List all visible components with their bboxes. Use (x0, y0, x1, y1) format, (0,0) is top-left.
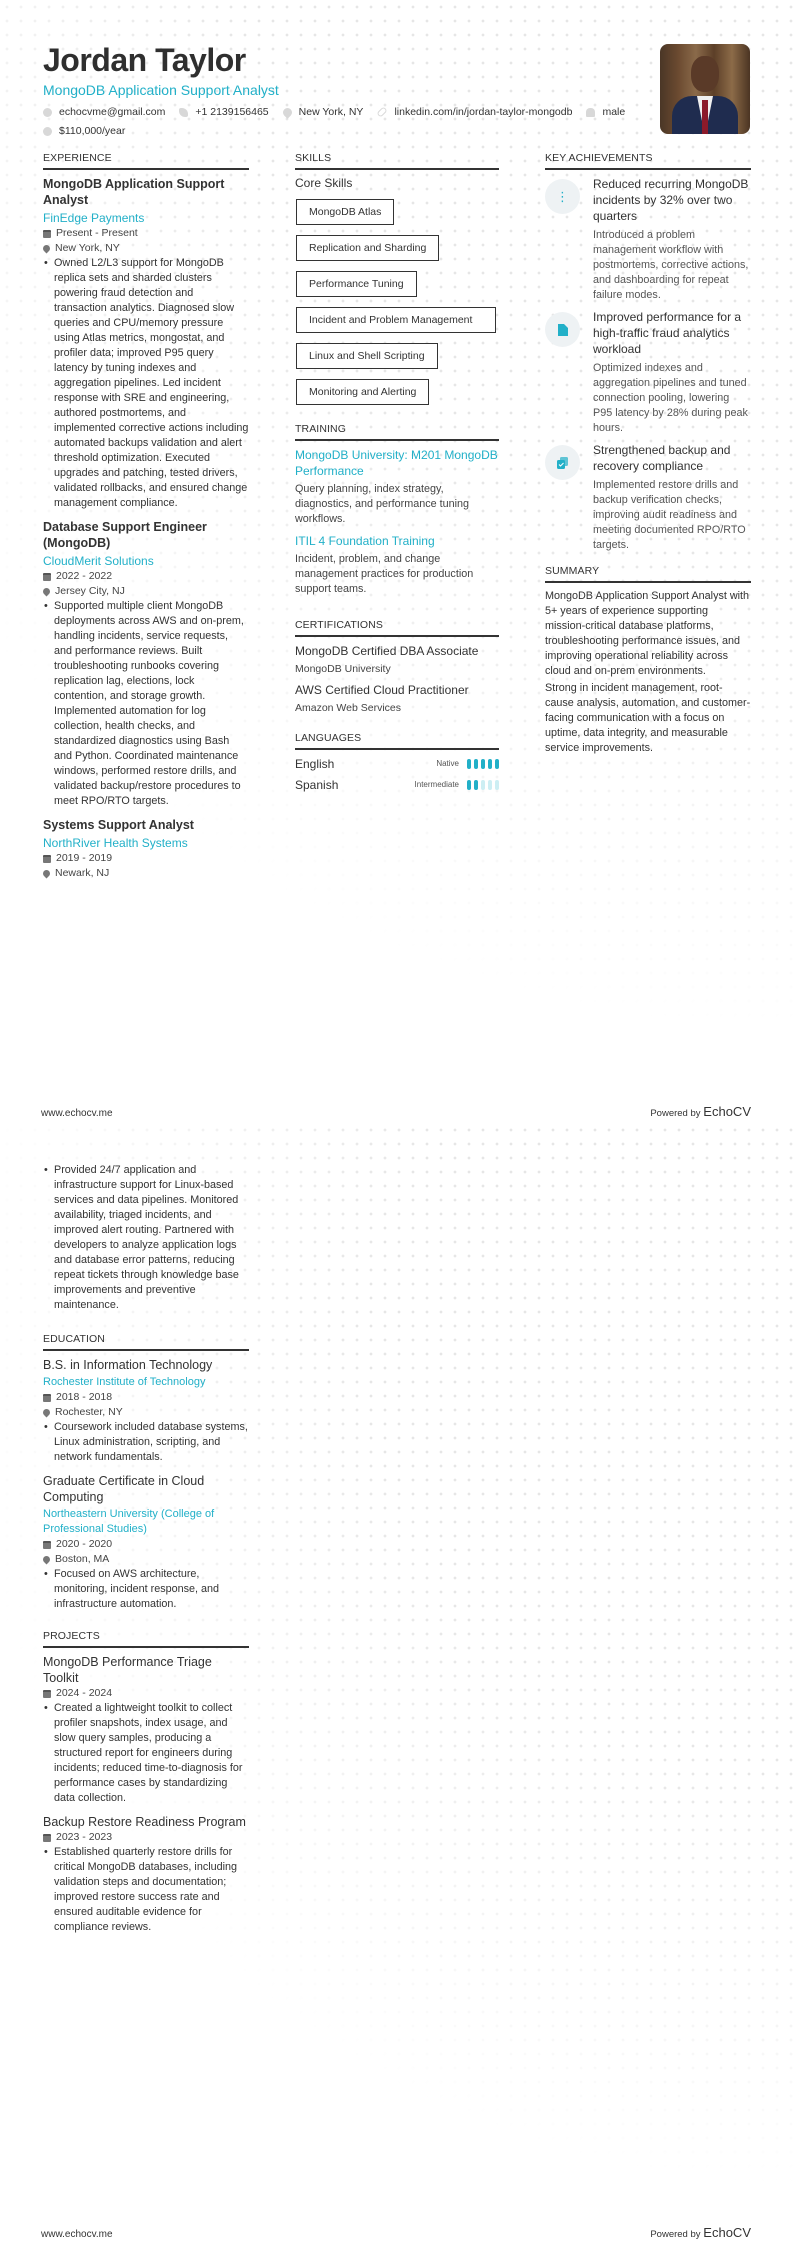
skills-group-title: Core Skills (295, 176, 353, 190)
certification-org: MongoDB University (295, 663, 391, 675)
job-title: MongoDB Application Support Analyst (43, 177, 225, 207)
job-dates: 2022 - 2022 (43, 569, 249, 584)
training-title: ITIL 4 Foundation Training (295, 534, 435, 548)
right-column (545, 152, 751, 758)
contact-salary (43, 124, 649, 138)
school-name: Rochester Institute of Technology (43, 1376, 206, 1388)
project-title: Backup Restore Readiness Program (43, 1815, 246, 1829)
achievement-desc: Optimized indexes and aggregation pipelines and tuned connection pooling, lowering P95 latency by 28% during peak hours. (593, 362, 748, 434)
contact-gender (586, 105, 625, 119)
project-dates: 2023 - 2023 (43, 1830, 249, 1845)
footer-brand[interactable]: EchoCV (703, 1104, 751, 1119)
achievement-item (545, 442, 751, 553)
map-pin-icon (42, 1408, 52, 1418)
achievement-item (545, 309, 751, 436)
footer-powered-by: Powered by EchoCV (650, 1104, 751, 1119)
company-name: NorthRiver Health Systems (43, 836, 188, 850)
map-pin-icon (281, 106, 294, 119)
projects-heading: PROJECTS (43, 1630, 249, 1648)
page-footer (41, 2225, 751, 2240)
achievement-desc: Implemented restore drills and backup verification checks, improving audit readiness and meeting documented RPO/RTO targets. (593, 479, 746, 551)
summary-text (545, 589, 751, 756)
middle-column (295, 152, 499, 798)
calendar-icon (43, 230, 51, 238)
education-item (43, 1357, 249, 1465)
training-item (295, 447, 499, 527)
clipboard-check-icon (545, 445, 580, 480)
job-bullet: • Supported multiple client MongoDB deployments across AWS and on-prem, handling incidents, service requests, and performance reviews. Built troubleshooting runbooks covering replication lag, elections, lock contention, and storage growth. Implemented automation for log collection, health checks, and standardized diagnostics using Bash and Python. Coordinated maintenance windows, performed restore drills, and validated backup/restore procedures to meet RPO/RTO targets. (43, 599, 249, 809)
language-name: Spanish (295, 778, 339, 792)
link-icon (377, 106, 388, 117)
education-location: Boston, MA (43, 1552, 249, 1567)
document-icon (545, 312, 580, 347)
job-location: Newark, NJ (43, 866, 249, 881)
user-icon (586, 108, 595, 117)
project-item (43, 1654, 249, 1806)
experience-column (43, 152, 249, 889)
degree-title: Graduate Certificate in Cloud Computing (43, 1474, 205, 1504)
email-text: echocvme@gmail.com (59, 106, 166, 118)
achievement-title: Reduced recurring MongoDB incidents by 32% over two quarters (593, 177, 749, 223)
job-title: Database Support Engineer (MongoDB) (43, 520, 207, 550)
calendar-icon (43, 1541, 51, 1549)
location-text: New York, NY (298, 106, 364, 118)
training-heading: TRAINING (295, 423, 499, 441)
skills-list (295, 195, 499, 411)
certifications-heading: CERTIFICATIONS (295, 619, 499, 637)
project-dates: 2024 - 2024 (43, 1686, 249, 1701)
phone-text: +1 2139156465 (195, 106, 269, 118)
job-title: Systems Support Analyst (43, 818, 194, 832)
education-item (43, 1473, 249, 1612)
skill-chip: MongoDB Atlas (296, 199, 394, 225)
at-icon (43, 108, 52, 117)
map-pin-icon (42, 1555, 52, 1565)
language-rating (467, 780, 499, 790)
certification-org: Amazon Web Services (295, 702, 402, 714)
money-icon (43, 127, 52, 136)
language-level: Native (436, 759, 459, 768)
language-name: English (295, 757, 335, 771)
school-name: Northeastern University (College of Professional Studies) (43, 1508, 215, 1535)
experience-heading: EXPERIENCE (43, 152, 249, 170)
contact-phone[interactable] (179, 105, 268, 119)
footer-website-link[interactable]: www.echocv.me (41, 1108, 113, 1119)
skill-chip: Incident and Problem Management (296, 307, 496, 333)
map-pin-icon (42, 244, 52, 254)
more-vertical-icon: ⋮ (545, 179, 580, 214)
achievement-title: Improved performance for a high-traffic fraud analytics workload (593, 310, 742, 356)
language-level: Intermediate (414, 780, 459, 789)
salary-text: $110,000/year (59, 125, 126, 137)
footer-powered-by: Powered by EchoCV (650, 2225, 751, 2240)
experience-item (43, 817, 249, 881)
job-location: New York, NY (43, 241, 249, 256)
education-bullet: • Focused on AWS architecture, monitoring, incident response, and infrastructure automation. (43, 1567, 249, 1612)
achievement-title: Strengthened backup and recovery compliance (593, 443, 731, 473)
job-bullet: • Owned L2/L3 support for MongoDB replica sets and sharded clusters powering fraud detection and transaction analytics. Diagnosed slow queries and CPU/memory pressure using Atlas metrics, mongostat, and profiler data; improved P95 query latency by tuning indexes and aggregation pipelines. Led incident response with SRE and engineering, authored postmortems, and implemented corrective actions including automated backups validation and alert threshold optimization. Executed upgrades and patching, tested drivers, validated rollbacks, and ensured change management compliance. (43, 256, 249, 511)
skill-chip: Replication and Sharding (296, 235, 439, 261)
contact-location (283, 105, 364, 119)
calendar-icon (43, 1394, 51, 1402)
achievements-heading: KEY ACHIEVEMENTS (545, 152, 751, 170)
summary-heading: SUMMARY (545, 565, 751, 583)
language-rating (467, 759, 499, 769)
language-item (295, 777, 499, 793)
page-footer (41, 1104, 751, 1119)
candidate-name: Jordan Taylor (43, 42, 246, 78)
certification-item (295, 682, 499, 716)
education-dates: 2018 - 2018 (43, 1390, 249, 1405)
project-title: MongoDB Performance Triage Toolkit (43, 1655, 212, 1685)
education-bullet: • Coursework included database systems, Linux administration, scripting, and network fundamentals. (43, 1420, 249, 1465)
summary-paragraph: MongoDB Application Support Analyst with 5+ years of experience supporting mission-critical database platforms, troubleshooting performance issues, and improving operational reliability across cloud and on-prem environments. (545, 590, 750, 677)
calendar-icon (43, 855, 51, 863)
project-bullet: • Created a lightweight toolkit to collect profiler snapshots, index usage, and slow query samples, producing a structured report for engineers during incidents; reduced time-to-diagnosis for performance cases by standardizing data collection. (43, 1701, 249, 1806)
experience-continued (43, 1163, 249, 1313)
languages-heading: LANGUAGES (295, 732, 499, 750)
linkedin-text: linkedin.com/in/jordan-taylor-mongodb (394, 106, 573, 118)
achievement-item (545, 176, 751, 303)
phone-icon (179, 108, 188, 117)
avatar-photo (660, 44, 750, 134)
gender-text: male (602, 106, 626, 118)
project-item (43, 1814, 249, 1935)
calendar-icon (43, 1690, 51, 1698)
job-dates: Present - Present (43, 226, 249, 241)
calendar-icon (43, 1834, 51, 1842)
experience-item (43, 176, 249, 511)
contact-linkedin[interactable] (377, 105, 572, 119)
company-name: CloudMerit Solutions (43, 554, 154, 568)
contact-list (43, 105, 663, 138)
job-bullet: • Provided 24/7 application and infrastructure support for Linux-based services and data pipelines. Monitored availability, triaged incidents, and improved alert routing. Partnered with developers to analyze application logs and database error patterns, reducing repeat tickets through knowledge base improvements and preventive maintenance. (43, 1163, 249, 1313)
map-pin-icon (42, 587, 52, 597)
candidate-title: MongoDB Application Support Analyst (43, 82, 279, 98)
education-heading: EDUCATION (43, 1333, 249, 1351)
training-title: MongoDB University: M201 MongoDB Performance (295, 448, 498, 478)
certification-item (295, 643, 499, 677)
certification-name: AWS Certified Cloud Practitioner (295, 683, 469, 697)
certification-name: MongoDB Certified DBA Associate (295, 644, 479, 658)
job-location: Jersey City, NJ (43, 584, 249, 599)
language-item (295, 756, 499, 772)
skill-chip: Linux and Shell Scripting (296, 343, 438, 369)
summary-paragraph: Strong in incident management, root-cause analysis, automation, and customer-facing communication with a focus on uptime, data integrity, and measurable service improvements. (545, 682, 751, 754)
degree-title: B.S. in Information Technology (43, 1358, 213, 1372)
footer-brand[interactable]: EchoCV (703, 2225, 751, 2240)
training-desc: Incident, problem, and change management practices for production support teams. (295, 553, 474, 595)
project-bullet: • Established quarterly restore drills for critical MongoDB databases, including validation steps and documentation; improved restore success rate and ensured auditable evidence for compliance reviews. (43, 1845, 249, 1935)
map-pin-icon (42, 869, 52, 879)
education-dates: 2020 - 2020 (43, 1537, 249, 1552)
company-name: FinEdge Payments (43, 211, 145, 225)
left-column-continued (43, 1163, 249, 1943)
contact-email[interactable] (43, 105, 165, 119)
education-location: Rochester, NY (43, 1405, 249, 1420)
resume-header (43, 40, 663, 138)
skill-chip: Monitoring and Alerting (296, 379, 429, 405)
resume-page-2 (0, 1123, 794, 2246)
skill-chip: Performance Tuning (296, 271, 417, 297)
achievement-desc: Introduced a problem management workflow with postmortems, corrective actions, and dashboarding for repeat failure modes. (593, 229, 749, 301)
skills-heading: SKILLS (295, 152, 499, 170)
calendar-icon (43, 573, 51, 581)
job-dates: 2019 - 2019 (43, 851, 249, 866)
training-item (295, 533, 499, 597)
training-desc: Query planning, index strategy, diagnostics, and performance tuning workflows. (295, 483, 470, 525)
experience-item (43, 519, 249, 809)
footer-website-link[interactable]: www.echocv.me (41, 2229, 113, 2240)
